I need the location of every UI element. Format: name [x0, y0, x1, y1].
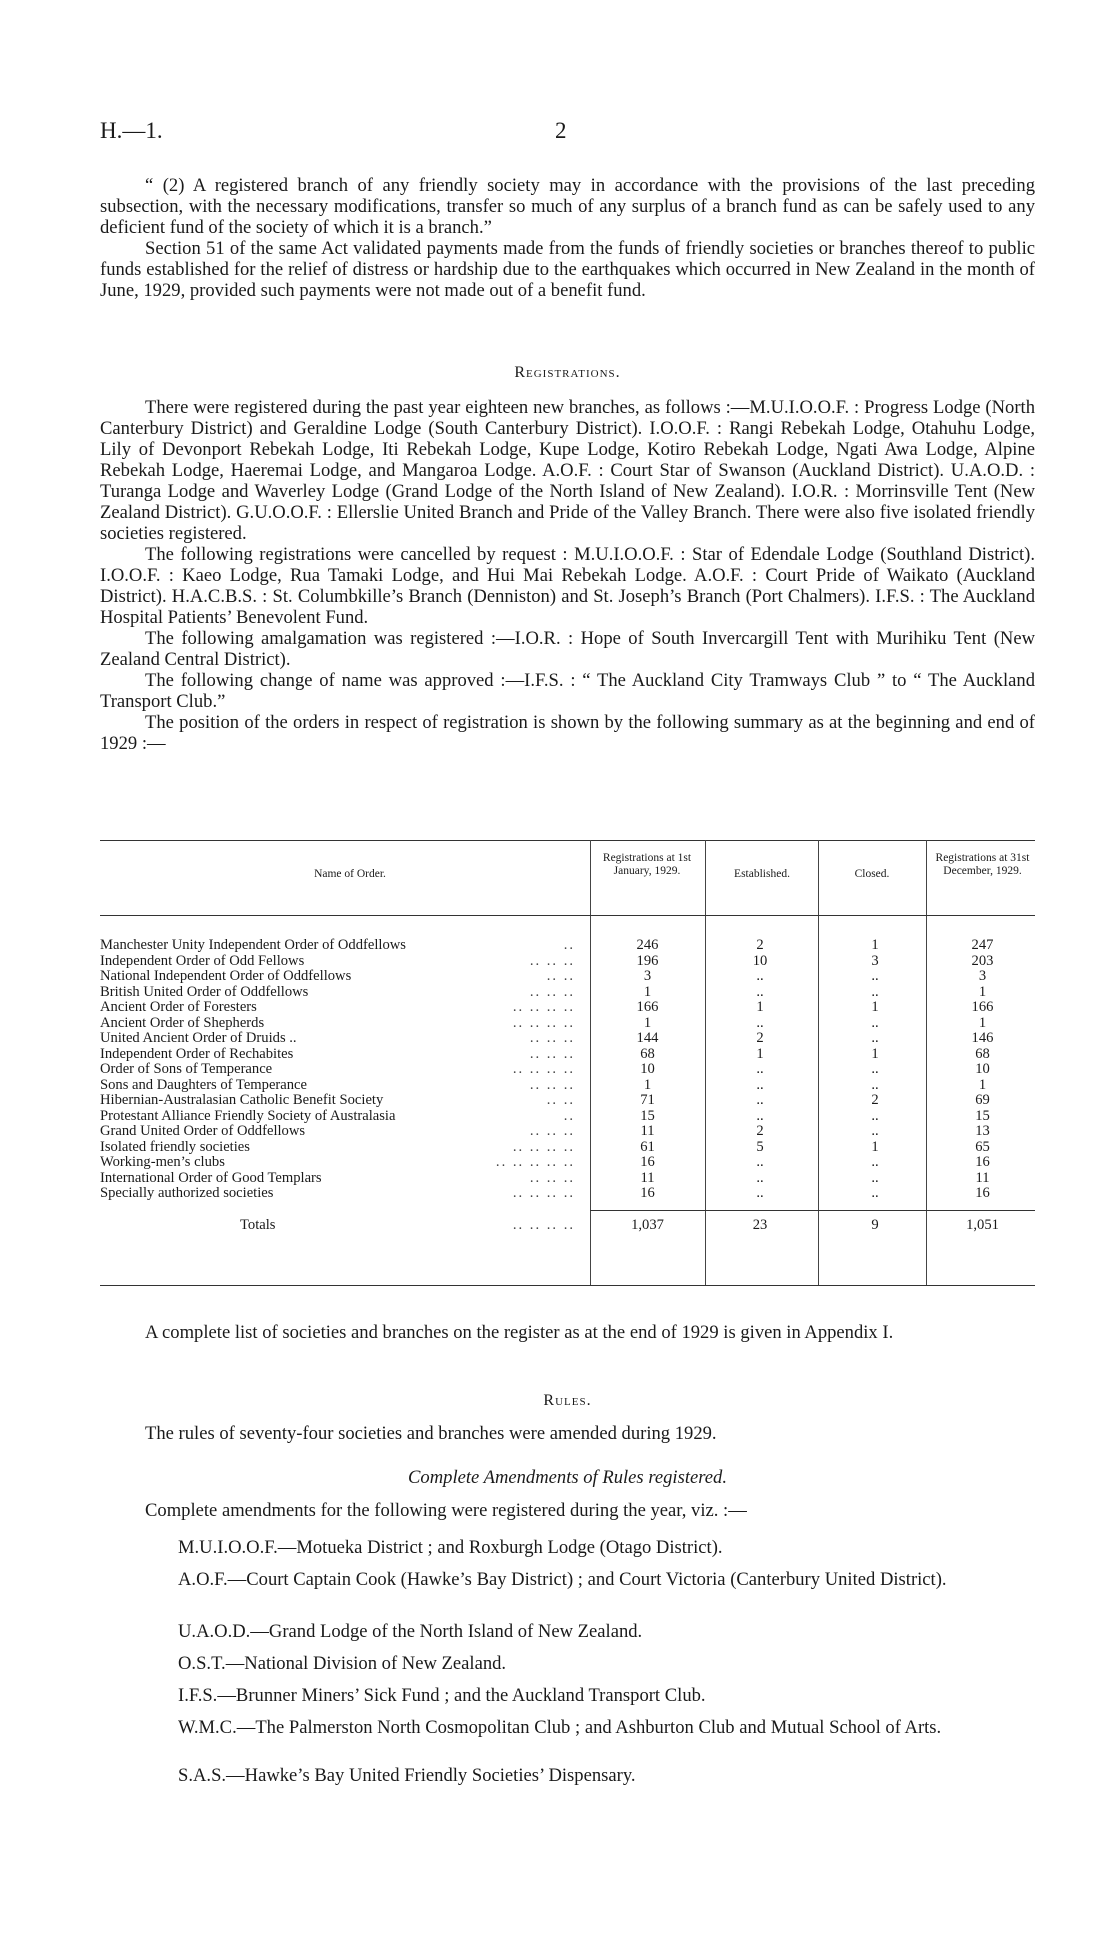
registrations-end: 16 [975, 1185, 990, 1201]
closed: .. [871, 1076, 879, 1093]
total-established: 23 [752, 1217, 768, 1233]
appendix-note-section [100, 1322, 1035, 1343]
dot-leader: .. .. .. [529, 983, 575, 1000]
order-name: Independent Order of Rechabites [100, 1045, 294, 1062]
dot-leader: .. .. .. .. [512, 1061, 575, 1077]
list-item: S.A.S.—Hawke’s Bay United Friendly Societies’ Dispensary. [178, 1765, 636, 1786]
established: .. [756, 1061, 764, 1077]
table-row [100, 985, 1035, 1001]
dot-leader: .. [563, 937, 575, 953]
rules-intro-section [100, 1423, 1035, 1444]
established: 5 [756, 1138, 764, 1155]
registrations-start: 61 [640, 1138, 655, 1155]
dot-leader: .. .. [546, 1092, 575, 1108]
header-established: Established. [734, 868, 790, 880]
dot-leader: .. .. [546, 968, 575, 984]
registrations-start: 166 [636, 999, 659, 1015]
header-registrations-start: Registrations at 1st January, 1929. [602, 852, 692, 877]
header-bottom-rule [100, 915, 1035, 916]
intro-section [100, 175, 1035, 301]
registrations-end: 13 [975, 1123, 990, 1139]
registrations-start: 16 [640, 1185, 655, 1201]
dot-leader: .. .. .. .. [512, 1138, 575, 1155]
registrations-end: 11 [975, 1169, 990, 1186]
dot-leader: .. .. .. [529, 1030, 575, 1046]
registrations-start: 1 [643, 1076, 652, 1093]
registrations-start: 71 [640, 1092, 655, 1108]
header-closed: Closed. [854, 868, 890, 880]
established: .. [756, 1154, 764, 1170]
registrations-end: 247 [971, 937, 994, 953]
registrations-start: 3 [643, 968, 652, 984]
table-row [100, 1047, 1035, 1063]
closed: .. [871, 968, 879, 984]
established: .. [756, 1076, 764, 1093]
order-name: Sons and Daughters of Temperance [100, 1076, 308, 1093]
dot-leader: .. [563, 1107, 575, 1124]
registrations-start: 11 [640, 1123, 655, 1139]
cancelled-paragraph: The following registrations were cancelled by request : M.U.I.O.O.F. : Star of Edendale Lodge (Southland District). I.O.O.F. : Kaeo Lodge, Rua Tamaki Lodge, and Hui Mai Rebekah Lodge. A.O.F. : Court Pride of Waikato (Auckland District). H.A.C.B.S. : St. Columbkille’s Branch (Denniston) and St. Joseph’s Branch (Port Chalmers). I.F.S. : The Auckland Hospital Patients’ Benevolent Fund. [100, 544, 1035, 628]
order-name: Protestant Alliance Friendly Society of Australasia [100, 1107, 396, 1124]
order-name: Grand United Order of Oddfellows [100, 1123, 306, 1139]
registrations-end: 146 [971, 1030, 994, 1046]
table-row [100, 1000, 1035, 1016]
name-change-paragraph: The following change of name was approved :—I.F.S. : “ The Auckland City Tramways Club ” to “ The Auckland Transport Club.” [100, 670, 1035, 712]
registrations-end: 1 [978, 983, 987, 1000]
order-name: Working-men’s clubs [100, 1154, 225, 1170]
established: 1 [756, 999, 764, 1015]
header-name-of-order: Name of Order. [314, 868, 386, 880]
rules-lead: Complete amendments for the following were registered during the year, viz. :— [145, 1500, 747, 1521]
closed: .. [871, 983, 879, 1000]
order-name: Ancient Order of Shepherds [100, 1014, 265, 1031]
table-row [100, 1140, 1035, 1156]
table-row [100, 1171, 1035, 1187]
dot-leader: .. .. .. [529, 1045, 575, 1062]
totals-row [100, 1218, 1035, 1234]
established: 2 [756, 1030, 764, 1046]
rules-lead-section [100, 1500, 1035, 1521]
order-name: Hibernian-Australasian Catholic Benefit Society [100, 1092, 384, 1108]
closed: 2 [871, 1092, 879, 1108]
registrations-start: 68 [640, 1045, 655, 1062]
registrations-end: 69 [975, 1092, 990, 1108]
established: .. [756, 1185, 764, 1201]
table-bottom-rule [100, 1285, 1035, 1286]
table-row [100, 1078, 1035, 1094]
dot-leader: .. .. .. .. [512, 999, 575, 1015]
new-branches-paragraph: There were registered during the past year eighteen new branches, as follows :—M.U.I.O.O.F. : Progress Lodge (North Canterbury District) and Geraldine Lodge (South Canterbury District). I.O.O.F. : Rangi Rebekah Lodge, Otahuhu Lodge, Lily of Devonport Rebekah Lodge, Iti Rebekah Lodge, Kupe Lodge, Kotiro Rebekah Lodge, Ngati Awa Lodge, Alpine Rebekah Lodge, Haeremai Lodge, and Mangaroa Lodge. A.O.F. : Court Star of Swanson (Auckland District). U.A.O.D. : Turanga Lodge and Waverley Lodge (Grand Lodge of the North Island of New Zealand). I.O.R. : Morrinsville Tent (New Zealand District). G.U.O.O.F. : Ellerslie United Branch and Pride of the Valley Branch. There were also five isolated friendly societies registered. [100, 397, 1035, 544]
order-name: International Order of Good Templars [100, 1169, 322, 1186]
section-51-paragraph: Section 51 of the same Act validated payments made from the funds of friendly societies or branches thereof to public funds established for the relief of distress or hardship due to the earthquakes which occurred in New Zealand in the month of June, 1929, provided such payments were not made out of a benefit fund. [100, 238, 1035, 301]
order-name: Ancient Order of Foresters [100, 999, 257, 1015]
registrations-end: 65 [975, 1138, 990, 1155]
registrations-start: 1 [643, 1014, 652, 1031]
order-name: Isolated friendly societies [100, 1138, 250, 1155]
table-top-rule [100, 840, 1035, 841]
established: 10 [752, 952, 768, 969]
order-name: British United Order of Oddfellows [100, 983, 309, 1000]
page-header [100, 118, 1020, 148]
header-registrations-end: Registrations at 31st December, 1929. [935, 852, 1030, 877]
list-item: U.A.O.D.—Grand Lodge of the North Island of New Zealand. [178, 1621, 643, 1642]
registrations-section [100, 397, 1035, 754]
registrations-start: 10 [640, 1061, 655, 1077]
established: .. [756, 968, 764, 984]
order-name: Independent Order of Odd Fellows [100, 952, 305, 969]
registrations-end: 16 [975, 1154, 990, 1170]
table-row [100, 1093, 1035, 1109]
totals-label: Totals [240, 1217, 276, 1233]
closed: 1 [871, 1045, 879, 1062]
page-number: 2 [555, 118, 567, 143]
order-name: Order of Sons of Temperance [100, 1061, 273, 1077]
list-item: W.M.C.—The Palmerston North Cosmopolitan Club ; and Ashburton Club and Mutual School of Arts. [178, 1717, 942, 1738]
registrations-end: 10 [975, 1061, 990, 1077]
list-item: I.F.S.—Brunner Miners’ Sick Fund ; and the Auckland Transport Club. [178, 1685, 706, 1706]
registrations-end: 68 [975, 1045, 990, 1062]
established: 2 [756, 1123, 764, 1139]
registrations-end: 166 [971, 999, 994, 1015]
order-name: National Independent Order of Oddfellows [100, 968, 352, 984]
total-registrations-start: 1,037 [631, 1217, 664, 1233]
established: .. [756, 1092, 764, 1108]
rules-intro: The rules of seventy-four societies and branches were amended during 1929. [145, 1423, 717, 1444]
closed: .. [871, 1154, 879, 1170]
quoted-subsection: “ (2) A registered branch of any friendly society may in accordance with the provisions of the last preceding subsection, with the necessary modifications, transfer so much of any surplus of a branch fund as can be safely used to any deficient fund of the society of which it is a branch.” [100, 175, 1035, 238]
dot-leader: .. .. .. [529, 1123, 575, 1139]
summary-lead-paragraph: The position of the orders in respect of registration is shown by the following summary as at the beginning and end of 1929 :— [100, 712, 1035, 754]
rules-heading: Rules. [543, 1392, 592, 1409]
established: .. [756, 1169, 764, 1186]
dot-leader: .. .. .. .. .. [495, 1154, 575, 1170]
dot-leader: .. .. .. .. [512, 1217, 575, 1233]
established: 2 [756, 937, 764, 953]
registrations-end: 15 [975, 1107, 990, 1124]
document-reference: H.—1. [100, 118, 163, 143]
table-row [100, 969, 1035, 985]
registrations-start: 11 [640, 1169, 655, 1186]
dot-leader: .. .. .. [529, 952, 575, 969]
registration-summary-table [100, 840, 1035, 1290]
closed: 1 [871, 937, 879, 953]
dot-leader: .. .. .. .. [512, 1185, 575, 1201]
appendix-note: A complete list of societies and branches on the register as at the end of 1929 is given in Appendix I. [145, 1322, 894, 1343]
amalgamation-paragraph: The following amalgamation was registered :—I.O.R. : Hope of South Invercargill Tent with Murihiku Tent (New Zealand Central District). [100, 628, 1035, 670]
closed: .. [871, 1123, 879, 1139]
registrations-start: 246 [636, 937, 659, 953]
total-registrations-end: 1,051 [966, 1217, 999, 1233]
table-row [100, 1155, 1035, 1171]
established: 1 [756, 1045, 764, 1062]
closed: .. [871, 1014, 879, 1031]
dot-leader: .. .. .. .. [512, 1014, 575, 1031]
list-item: M.U.I.O.O.F.—Motueka District ; and Roxburgh Lodge (Otago District). [178, 1537, 723, 1558]
table-row [100, 954, 1035, 970]
order-name: Specially authorized societies [100, 1185, 274, 1201]
table-row [100, 1016, 1035, 1032]
total-closed: 9 [871, 1217, 879, 1233]
rules-subheading: Complete Amendments of Rules registered. [408, 1467, 727, 1488]
closed: .. [871, 1169, 879, 1186]
registrations-start: 196 [636, 952, 659, 969]
table-row [100, 1124, 1035, 1140]
table-row [100, 1031, 1035, 1047]
established: .. [756, 983, 764, 1000]
dot-leader: .. .. .. [529, 1076, 575, 1093]
closed: .. [871, 1185, 879, 1201]
registrations-start: 15 [640, 1107, 655, 1124]
amendments-list [178, 1537, 1038, 1786]
dot-leader: .. .. .. [529, 1169, 575, 1186]
order-name: Manchester Unity Independent Order of Oddfellows [100, 937, 406, 953]
table-row [100, 938, 1035, 954]
registrations-start: 144 [636, 1030, 659, 1046]
table-row [100, 1186, 1035, 1202]
registrations-end: 3 [978, 968, 987, 984]
registrations-end: 1 [978, 1014, 987, 1031]
registrations-start: 1 [643, 983, 652, 1000]
registrations-start: 16 [640, 1154, 655, 1170]
closed: 1 [871, 999, 879, 1015]
established: .. [756, 1014, 764, 1031]
list-item: A.O.F.—Court Captain Cook (Hawke’s Bay District) ; and Court Victoria (Canterbury United District). [178, 1569, 947, 1590]
registrations-end: 203 [971, 952, 994, 969]
closed: .. [871, 1061, 879, 1077]
table-row [100, 1109, 1035, 1125]
closed: .. [871, 1030, 879, 1046]
registrations-end: 1 [978, 1076, 987, 1093]
closed: 3 [871, 952, 879, 969]
closed: .. [871, 1107, 879, 1124]
list-item: O.S.T.—National Division of New Zealand. [178, 1653, 507, 1674]
registrations-heading: Registrations. [514, 364, 621, 381]
order-name: United Ancient Order of Druids .. [100, 1030, 297, 1046]
established: .. [756, 1107, 764, 1124]
table-row [100, 1062, 1035, 1078]
closed: 1 [871, 1138, 879, 1155]
totals-top-rule [590, 1210, 1035, 1211]
